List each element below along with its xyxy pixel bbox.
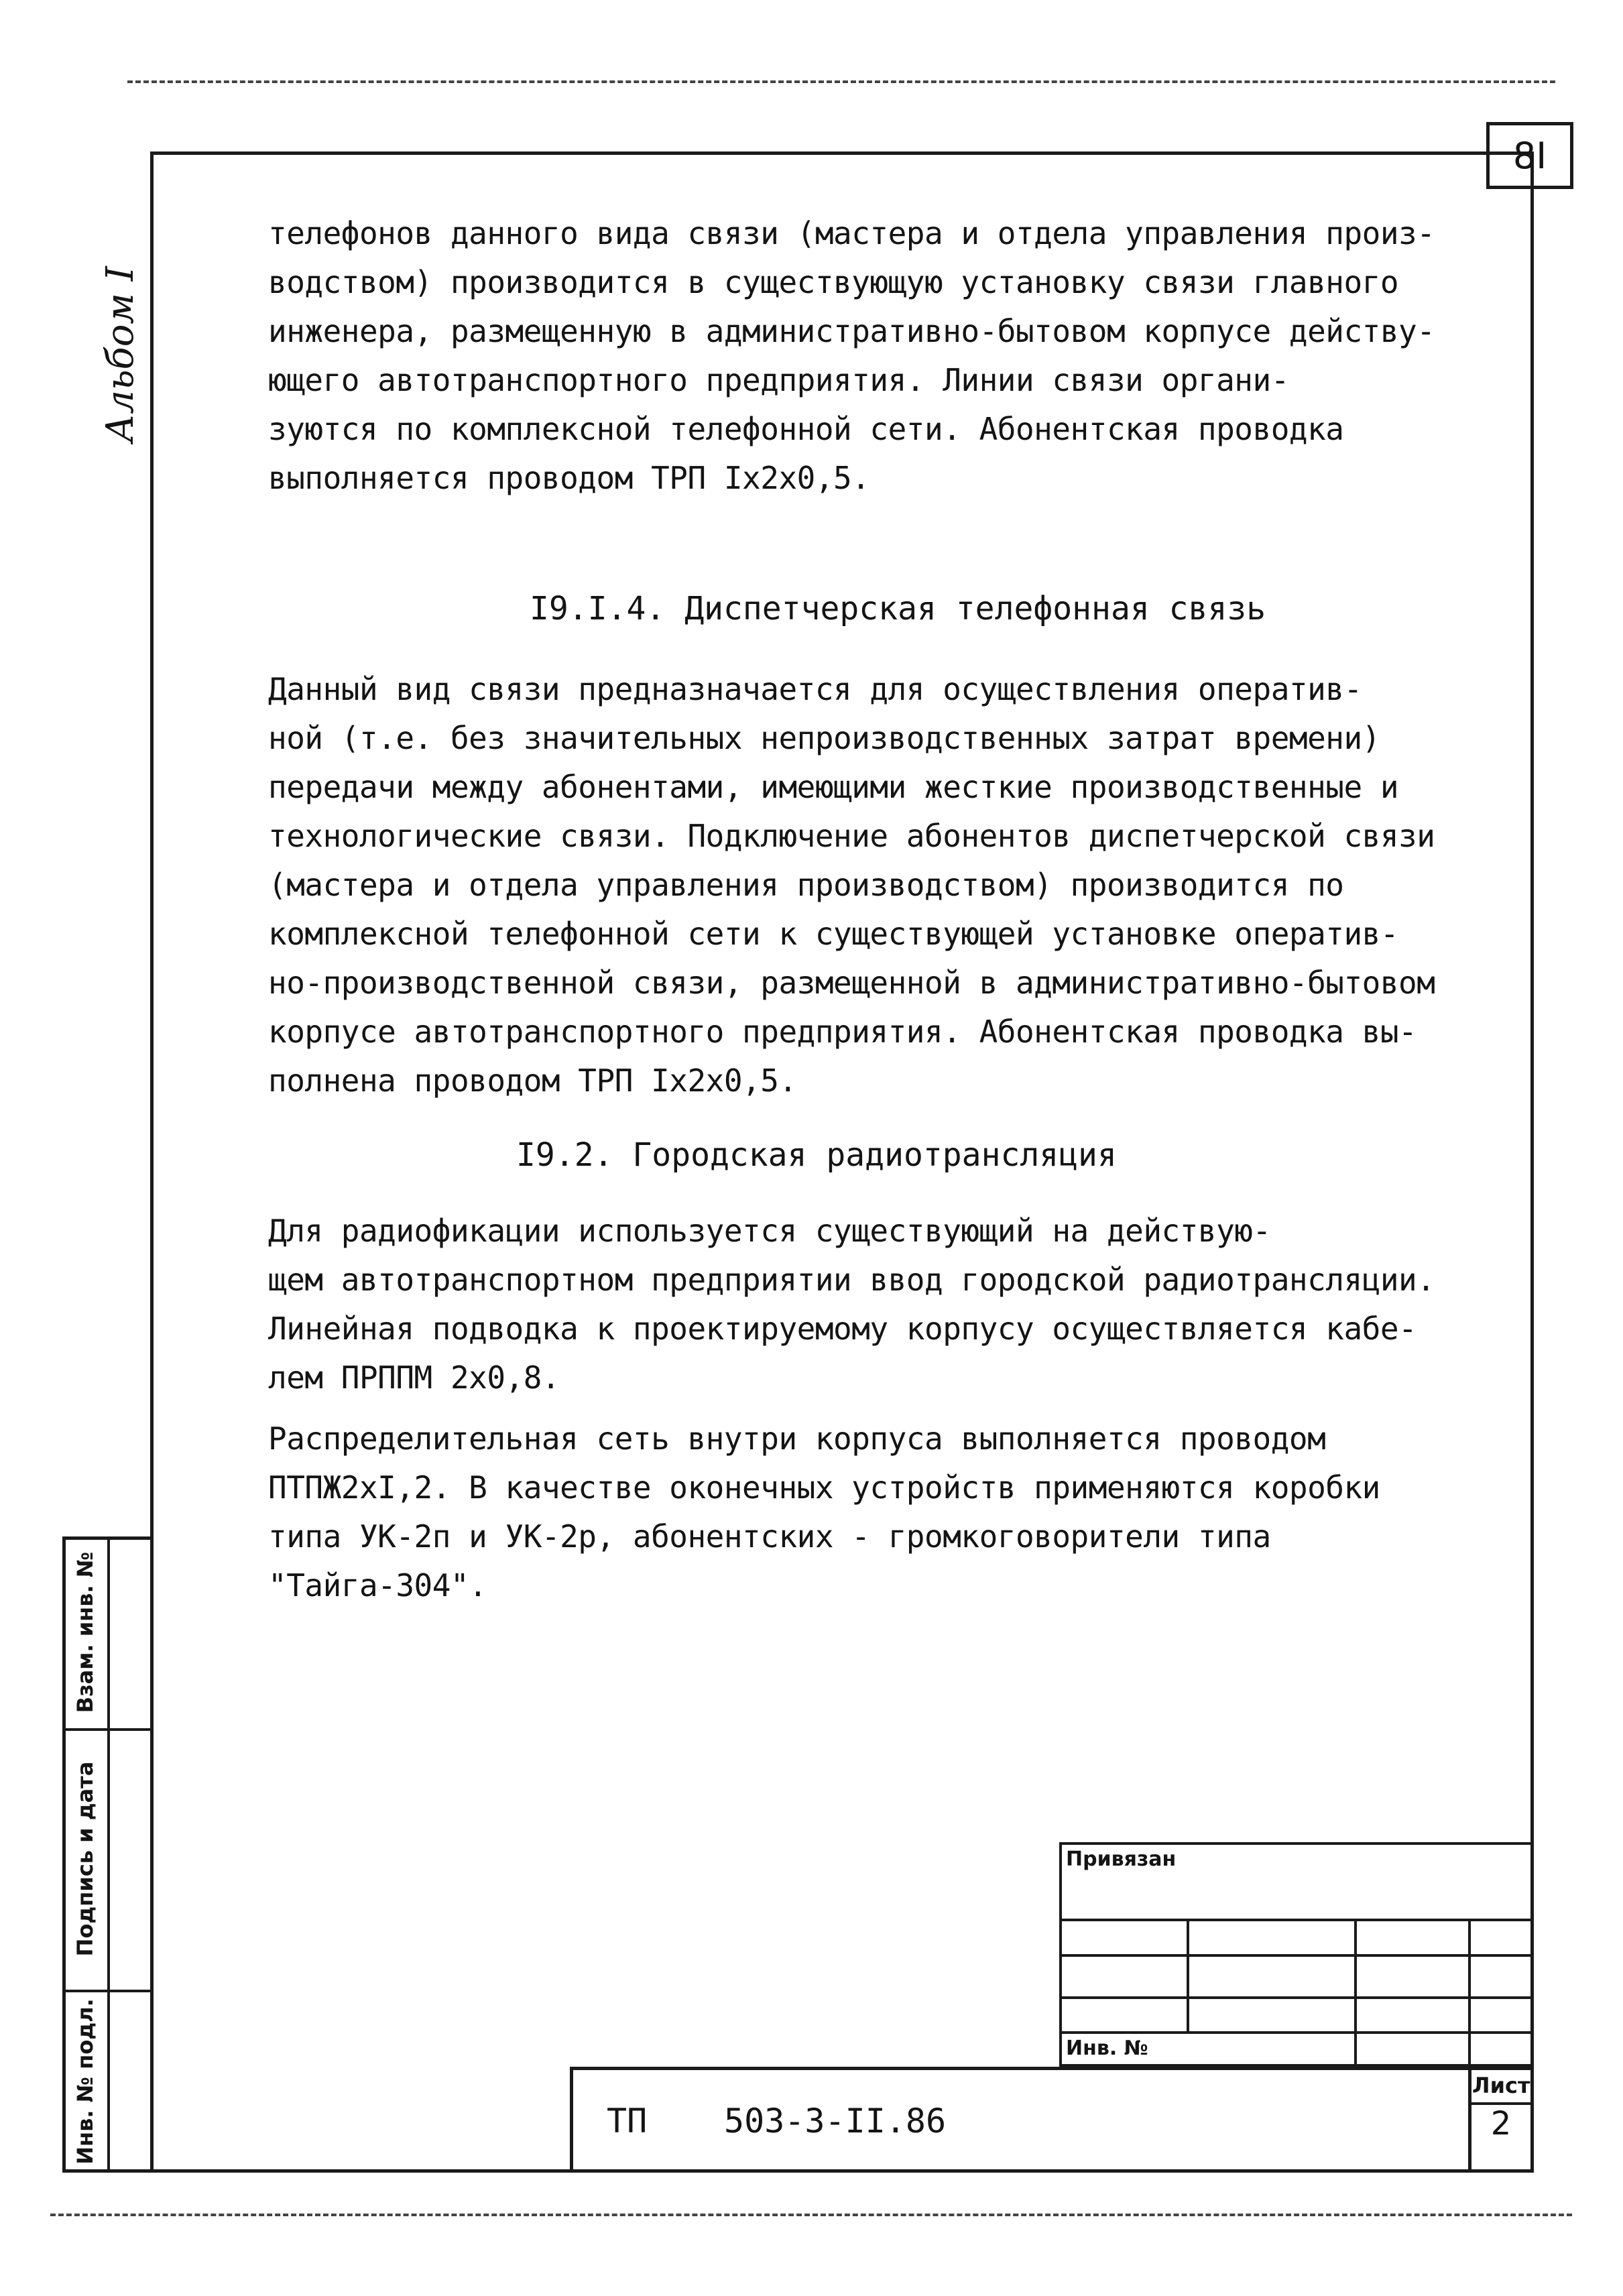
paragraph-line: водством) производится в существующую установку связи главного (268, 264, 1399, 300)
paragraph-line: телефонов данного вида связи (мастера и отдела управления произ- (268, 215, 1435, 251)
title-block-rule (1354, 1919, 1357, 2067)
bottom-cut-line (50, 2214, 1572, 2216)
paragraph-line: комплексной телефонной сети к существующей установке оператив- (268, 916, 1399, 952)
paragraph-line: но-производственной связи, размещенной в административно-бытовом (268, 965, 1435, 1001)
paragraph-line: (мастера и отдела управления производством) производится по (268, 867, 1344, 903)
paragraph-line: зуются по комплексной телефонной сети. Абонентская проводка (268, 411, 1344, 447)
paragraph-line: Для радиофикации используется существующий на действую- (268, 1213, 1271, 1249)
paragraph-line: типа УК-2п и УК-2р, абонентских - громкоговорители типа (268, 1518, 1271, 1555)
title-block-main (570, 2067, 1534, 2173)
paragraph-line: ПТПЖ2хI,2. В качестве оконечных устройств применяются коробки (268, 1469, 1380, 1506)
paragraph-4 (268, 1414, 1528, 1610)
paragraph-line: лем ПРППМ 2х0,8. (268, 1360, 560, 1396)
title-block-rule (1059, 1954, 1534, 1957)
title-block-rule (1059, 2031, 1534, 2034)
paragraph-line: ной (т.е. без значительных непроизводственных затрат времени) (268, 720, 1380, 756)
side-label-sign-date: Подпись и дата (72, 1761, 98, 1957)
paragraph-line: Линейная подводка к проектируемому корпусу осуществляется кабе- (268, 1311, 1417, 1347)
paragraph-line: Распределительная сеть внутри корпуса выполняется проводом (268, 1421, 1326, 1457)
title-block-rule (1187, 1919, 1189, 2031)
album-label: Альбом I (99, 266, 142, 442)
title-block-rule (1059, 1996, 1534, 1999)
bound-label: Привязан (1066, 1848, 1177, 1871)
doc-prefix: ТП (607, 2102, 648, 2140)
page-number: 8I (1486, 122, 1573, 189)
paragraph-2 (268, 665, 1528, 1105)
title-block-rule (1059, 1919, 1534, 1921)
paragraph-line: инженера, размещенную в административно-бытовом корпусе действу- (268, 313, 1435, 349)
paragraph-line: полнена проводом ТРП Iх2х0,5. (268, 1063, 797, 1099)
paragraph-line: ющего автотранспортного предприятия. Линии связи органи- (268, 362, 1289, 398)
side-label-inv-replace: Взам. инв. № (72, 1551, 98, 1713)
doc-code: 503-3-II.86 (724, 2102, 947, 2140)
paragraph-line: технологические связи. Подключение абонентов диспетчерской связи (268, 818, 1435, 854)
paragraph-line: Данный вид связи предназначается для осуществления оператив- (268, 671, 1362, 707)
paragraph-1 (268, 209, 1528, 503)
sheet-number: 2 (1490, 2105, 1512, 2142)
inv-label: Инв. № (1066, 2037, 1148, 2060)
section-heading-19-1-4: I9.I.4. Диспетчерская телефонная связь (530, 590, 1266, 627)
side-label-inv-orig: Инв. № подл. (72, 1998, 98, 2165)
paragraph-line: "Тайга-304". (268, 1567, 487, 1604)
side-stamp-divider (107, 1536, 110, 2173)
paragraph-line: выполняется проводом ТРП Iх2х0,5. (268, 460, 870, 496)
paragraph-line: корпусе автотранспортного предприятия. Абонентская проводка вы- (268, 1014, 1417, 1050)
paragraph-line: передачи между абонентами, имеющими жесткие производственные и (268, 769, 1399, 805)
section-heading-19-2: I9.2. Городская радиотрансляция (516, 1136, 1117, 1174)
top-cut-line (127, 80, 1555, 83)
paragraph-line: щем автотранспортном предприятии ввод городской радиотрансляции. (268, 1262, 1435, 1298)
sheet-label: Лист (1472, 2073, 1530, 2098)
paragraph-3 (268, 1207, 1528, 1402)
title-block-rule (1468, 1919, 1471, 2067)
